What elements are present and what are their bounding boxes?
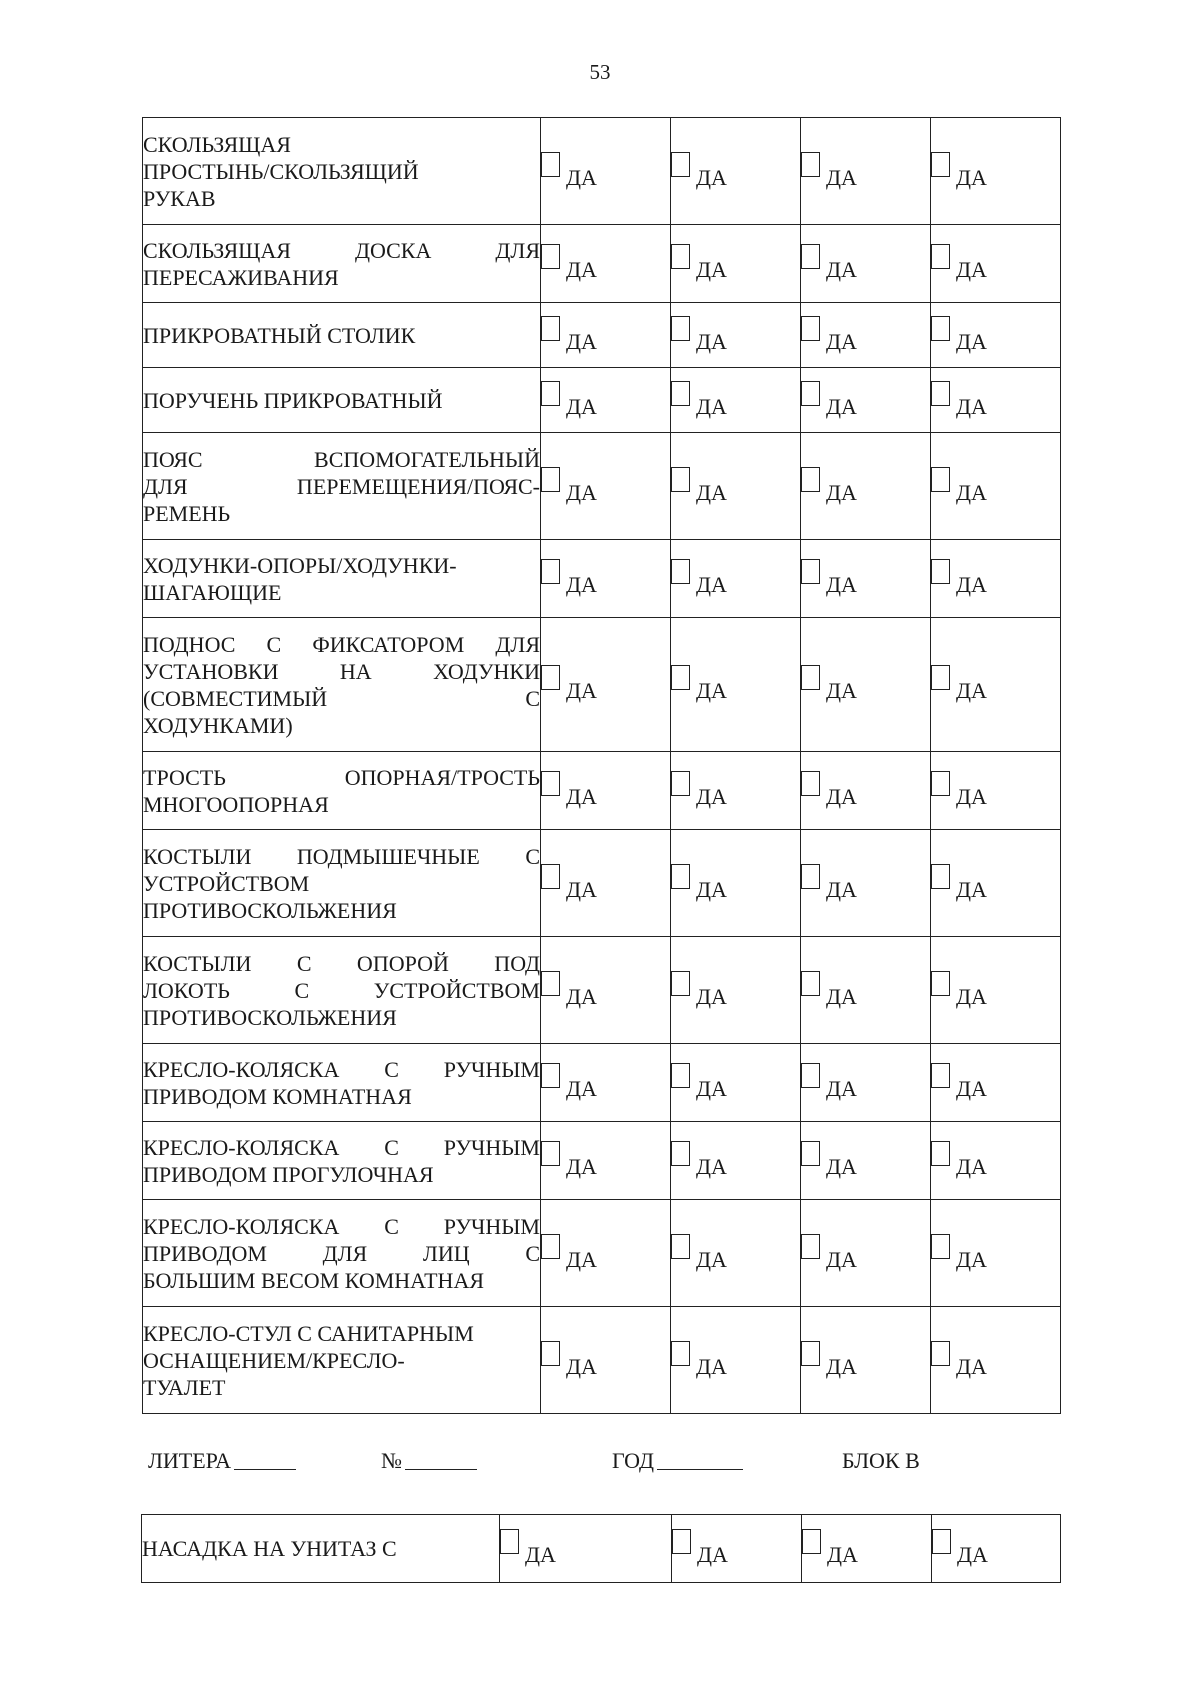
yes-label: ДА (566, 784, 597, 809)
yes-label: ДА (956, 1246, 987, 1272)
item-name-line: СКОЛЬЗЯЩАЯ (143, 131, 291, 157)
yes-checkbox[interactable] (671, 1063, 690, 1088)
yes-option-cell[interactable] (671, 303, 801, 368)
yes-checkbox[interactable] (541, 559, 560, 584)
yes-option-cell[interactable] (541, 1122, 671, 1200)
yes-label: ДА (826, 784, 857, 809)
yes-label: ДА (696, 678, 727, 703)
yes-checkbox[interactable] (931, 1063, 950, 1088)
yes-label: ДА (956, 983, 987, 1009)
yes-checkbox[interactable] (931, 665, 950, 690)
yes-label: ДА (826, 983, 857, 1009)
yes-option-cell[interactable] (801, 830, 931, 937)
yes-option-cell[interactable] (541, 118, 671, 225)
yes-checkbox[interactable] (801, 1141, 820, 1166)
yes-checkbox[interactable] (541, 665, 560, 690)
item-name-line: ОСНАЩЕНИЕМ/КРЕСЛО- (143, 1347, 405, 1373)
yes-label: ДА (957, 1542, 988, 1567)
item-name-line: ПРИКРОВАТНЫЙ СТОЛИК (143, 322, 416, 348)
litera-label: ЛИТЕРА (148, 1448, 231, 1473)
item-name-line: КОСТЫЛИ ПОДМЫШЕЧНЫЕ С (143, 843, 540, 869)
item-name-line: ПРОСТЫНЬ/СКОЛЬЗЯЩИЙ (143, 158, 419, 184)
table-row (143, 1044, 1061, 1122)
item-name (143, 1307, 541, 1414)
yes-label: ДА (956, 784, 987, 809)
yes-checkbox[interactable] (541, 771, 560, 796)
yes-checkbox[interactable] (541, 971, 560, 996)
item-name-line: МНОГООПОРНАЯ (143, 791, 329, 817)
item-name-line: ЛОКОТЬ С УСТРОЙСТВОМ (143, 977, 540, 1003)
yes-checkbox[interactable] (541, 1063, 560, 1088)
yes-checkbox[interactable] (801, 559, 820, 584)
yes-label: ДА (566, 1353, 597, 1379)
table-row (143, 368, 1061, 433)
item-name-line: ПРОТИВОСКОЛЬЖЕНИЯ (143, 897, 397, 923)
yes-option-cell[interactable] (931, 752, 1061, 830)
yes-label: ДА (826, 572, 857, 597)
item-name-line: ТУАЛЕТ (143, 1374, 226, 1400)
yes-label: ДА (826, 1154, 857, 1179)
yes-option-cell[interactable] (931, 368, 1061, 433)
block-meta-row (0, 1448, 1200, 1478)
yes-label: ДА (956, 479, 987, 505)
yes-option-cell[interactable] (500, 1515, 672, 1583)
yes-option-cell[interactable] (801, 618, 931, 752)
yes-option-cell[interactable] (671, 368, 801, 433)
item-name-line: КРЕСЛО-КОЛЯСКА С РУЧНЫМ (143, 1056, 540, 1082)
number-label: № (381, 1448, 402, 1473)
yes-option-cell[interactable] (932, 1515, 1061, 1583)
yes-checkbox[interactable] (931, 1234, 950, 1259)
yes-option-cell[interactable] (931, 1200, 1061, 1307)
block-label: БЛОК В (842, 1448, 920, 1473)
item-name-line: ПРИВОДОМ ПРОГУЛОЧНАЯ (143, 1161, 434, 1187)
yes-label: ДА (696, 328, 727, 354)
yes-option-cell[interactable] (931, 830, 1061, 937)
yes-checkbox[interactable] (671, 1141, 690, 1166)
yes-label: ДА (696, 393, 727, 419)
item-name-line: КОСТЫЛИ С ОПОРОЙ ПОД (143, 950, 540, 976)
item-name (143, 433, 541, 540)
yes-label: ДА (696, 164, 727, 190)
yes-label: ДА (956, 1353, 987, 1379)
yes-checkbox[interactable] (671, 665, 690, 690)
yes-checkbox[interactable] (931, 467, 950, 492)
yes-option-cell[interactable] (802, 1515, 932, 1583)
yes-label: ДА (696, 1154, 727, 1179)
yes-label: ДА (956, 164, 987, 190)
yes-label: ДА (566, 572, 597, 597)
yes-option-cell[interactable] (541, 937, 671, 1044)
yes-checkbox[interactable] (671, 559, 690, 584)
yes-label: ДА (956, 572, 987, 597)
table-row (143, 1122, 1061, 1200)
yes-label: ДА (696, 784, 727, 809)
yes-option-cell[interactable] (541, 1307, 671, 1414)
yes-option-cell[interactable] (671, 433, 801, 540)
yes-option-cell[interactable] (541, 1044, 671, 1122)
item-name (143, 225, 541, 303)
item-name-line: ДЛЯ ПЕРЕМЕЩЕНИЯ/ПОЯС- (143, 473, 540, 499)
yes-checkbox[interactable] (801, 1234, 820, 1259)
yes-label: ДА (956, 876, 987, 902)
yes-checkbox[interactable] (802, 1529, 821, 1554)
item-name-line: ШАГАЮЩИЕ (143, 579, 282, 605)
yes-checkbox[interactable] (671, 864, 690, 889)
yes-checkbox[interactable] (801, 771, 820, 796)
yes-label: ДА (826, 678, 857, 703)
yes-option-cell[interactable] (801, 368, 931, 433)
item-name-line: КРЕСЛО-КОЛЯСКА С РУЧНЫМ (143, 1213, 540, 1239)
yes-option-cell[interactable] (671, 752, 801, 830)
yes-label: ДА (566, 678, 597, 703)
item-name-line: РЕМЕНЬ (143, 500, 231, 526)
assistive-devices-table (142, 117, 1061, 1414)
year-field[interactable] (612, 1448, 743, 1474)
item-name-line: (СОВМЕСТИМЫЙ С (143, 685, 540, 711)
yes-option-cell[interactable] (801, 118, 931, 225)
yes-label: ДА (566, 257, 597, 282)
yes-option-cell[interactable] (801, 752, 931, 830)
yes-checkbox[interactable] (541, 467, 560, 492)
yes-label: ДА (826, 164, 857, 190)
yes-label: ДА (826, 1076, 857, 1101)
year-blank[interactable] (657, 1449, 743, 1470)
item-name (143, 752, 541, 830)
yes-option-cell[interactable] (801, 1044, 931, 1122)
yes-checkbox[interactable] (931, 244, 950, 269)
yes-checkbox[interactable] (541, 864, 560, 889)
item-name (143, 540, 541, 618)
item-name (143, 1044, 541, 1122)
table-row (143, 752, 1061, 830)
item-name (143, 830, 541, 937)
item-name-line: ТРОСТЬ ОПОРНАЯ/ТРОСТЬ (143, 764, 540, 790)
yes-checkbox[interactable] (931, 971, 950, 996)
yes-label: ДА (696, 1353, 727, 1379)
yes-checkbox[interactable] (500, 1529, 519, 1554)
page-number: 53 (589, 60, 611, 84)
yes-option-cell[interactable] (541, 303, 671, 368)
number-field[interactable] (381, 1448, 477, 1474)
yes-label: ДА (525, 1542, 556, 1567)
yes-checkbox[interactable] (931, 316, 950, 341)
yes-label: ДА (566, 1154, 597, 1179)
yes-option-cell[interactable] (671, 937, 801, 1044)
item-name-line: УСТРОЙСТВОМ (143, 870, 310, 896)
yes-label: ДА (826, 479, 857, 505)
table-row (143, 1307, 1061, 1414)
yes-option-cell[interactable] (931, 618, 1061, 752)
yes-checkbox[interactable] (931, 1141, 950, 1166)
yes-checkbox[interactable] (801, 971, 820, 996)
table-row (143, 618, 1061, 752)
yes-label: ДА (696, 572, 727, 597)
litera-field[interactable] (148, 1448, 296, 1474)
yes-label: ДА (696, 876, 727, 902)
item-name-line: ПЕРЕСАЖИВАНИЯ (143, 264, 339, 290)
yes-label: ДА (696, 983, 727, 1009)
yes-option-cell[interactable] (931, 225, 1061, 303)
yes-option-cell[interactable] (931, 433, 1061, 540)
yes-checkbox[interactable] (541, 316, 560, 341)
yes-checkbox[interactable] (671, 1234, 690, 1259)
year-label: ГОД (612, 1448, 654, 1473)
yes-label: ДА (826, 876, 857, 902)
yes-option-cell[interactable] (541, 368, 671, 433)
yes-label: ДА (826, 1353, 857, 1379)
yes-label: ДА (566, 328, 597, 354)
litera-blank[interactable] (234, 1449, 296, 1470)
yes-label: ДА (826, 393, 857, 419)
yes-label: ДА (566, 1246, 597, 1272)
item-name-line: ПОЯС ВСПОМОГАТЕЛЬНЫЙ (143, 446, 540, 472)
yes-label: ДА (566, 983, 597, 1009)
yes-label: ДА (956, 678, 987, 703)
yes-option-cell[interactable] (671, 118, 801, 225)
yes-option-cell[interactable] (931, 937, 1061, 1044)
yes-option-cell[interactable] (801, 937, 931, 1044)
yes-option-cell[interactable] (801, 540, 931, 618)
yes-label: ДА (696, 479, 727, 505)
yes-checkbox[interactable] (541, 1234, 560, 1259)
yes-option-cell[interactable] (671, 830, 801, 937)
yes-label: ДА (826, 328, 857, 354)
yes-checkbox[interactable] (671, 1341, 690, 1366)
yes-option-cell[interactable] (541, 225, 671, 303)
yes-checkbox[interactable] (801, 381, 820, 406)
yes-checkbox[interactable] (801, 864, 820, 889)
yes-checkbox[interactable] (932, 1529, 951, 1554)
yes-option-cell[interactable] (801, 433, 931, 540)
yes-checkbox[interactable] (801, 1063, 820, 1088)
yes-option-cell[interactable] (671, 1122, 801, 1200)
yes-checkbox[interactable] (541, 1341, 560, 1366)
yes-label: ДА (696, 257, 727, 282)
yes-option-cell[interactable] (541, 433, 671, 540)
yes-option-cell[interactable] (671, 225, 801, 303)
yes-label: ДА (566, 876, 597, 902)
yes-option-cell[interactable] (541, 1200, 671, 1307)
yes-option-cell[interactable] (541, 830, 671, 937)
yes-checkbox[interactable] (931, 381, 950, 406)
item-name (143, 618, 541, 752)
yes-label: ДА (697, 1542, 728, 1567)
yes-checkbox[interactable] (931, 771, 950, 796)
item-name (143, 1122, 541, 1200)
yes-checkbox[interactable] (671, 381, 690, 406)
yes-checkbox[interactable] (541, 1141, 560, 1166)
yes-checkbox[interactable] (801, 244, 820, 269)
item-name-line: СКОЛЬЗЯЩАЯ ДОСКА ДЛЯ (143, 237, 540, 263)
yes-checkbox[interactable] (671, 316, 690, 341)
table-row (143, 225, 1061, 303)
item-name (142, 1515, 500, 1583)
item-name-line: ПРОТИВОСКОЛЬЖЕНИЯ (143, 1004, 397, 1030)
item-name-line: КРЕСЛО-КОЛЯСКА С РУЧНЫМ (143, 1134, 540, 1160)
number-blank[interactable] (405, 1449, 477, 1470)
yes-checkbox[interactable] (671, 971, 690, 996)
yes-option-cell[interactable] (801, 225, 931, 303)
yes-option-cell[interactable] (671, 540, 801, 618)
yes-option-cell[interactable] (931, 1122, 1061, 1200)
item-name-line: НАСАДКА НА УНИТАЗ С (142, 1536, 397, 1561)
yes-option-cell[interactable] (801, 1200, 931, 1307)
yes-checkbox[interactable] (931, 1341, 950, 1366)
yes-checkbox[interactable] (801, 316, 820, 341)
item-name-line: ПРИВОДОМ ДЛЯ ЛИЦ С (143, 1240, 540, 1266)
yes-option-cell[interactable] (801, 303, 931, 368)
yes-checkbox[interactable] (671, 771, 690, 796)
item-name-line: ПОРУЧЕНЬ ПРИКРОВАТНЫЙ (143, 387, 443, 413)
yes-option-cell[interactable] (801, 1122, 931, 1200)
yes-option-cell[interactable] (931, 118, 1061, 225)
yes-option-cell[interactable] (931, 1044, 1061, 1122)
item-name-line: РУКАВ (143, 185, 216, 211)
yes-option-cell[interactable] (672, 1515, 802, 1583)
item-name-line: ХОДУНКИ-ОПОРЫ/ХОДУНКИ- (143, 552, 457, 578)
yes-checkbox[interactable] (931, 864, 950, 889)
table-row (143, 540, 1061, 618)
table-row (143, 937, 1061, 1044)
yes-option-cell[interactable] (671, 618, 801, 752)
yes-option-cell[interactable] (671, 1044, 801, 1122)
yes-checkbox[interactable] (931, 559, 950, 584)
yes-label: ДА (826, 1246, 857, 1272)
item-name-line: ХОДУНКАМИ) (143, 712, 293, 738)
yes-option-cell[interactable] (931, 1307, 1061, 1414)
item-name (143, 368, 541, 433)
table-row (142, 1515, 1061, 1583)
yes-checkbox[interactable] (541, 381, 560, 406)
table-row (143, 433, 1061, 540)
yes-label: ДА (827, 1542, 858, 1567)
yes-label: ДА (956, 1076, 987, 1101)
yes-option-cell[interactable] (671, 1307, 801, 1414)
item-name-line: ПРИВОДОМ КОМНАТНАЯ (143, 1083, 412, 1109)
yes-checkbox[interactable] (671, 152, 690, 177)
yes-checkbox[interactable] (801, 152, 820, 177)
yes-label: ДА (956, 328, 987, 354)
yes-label: ДА (566, 393, 597, 419)
yes-checkbox[interactable] (801, 665, 820, 690)
yes-checkbox[interactable] (541, 152, 560, 177)
item-name (143, 937, 541, 1044)
yes-label: ДА (826, 257, 857, 282)
yes-checkbox[interactable] (931, 152, 950, 177)
yes-checkbox[interactable] (671, 244, 690, 269)
yes-option-cell[interactable] (541, 540, 671, 618)
item-name-line: ПОДНОС С ФИКСАТОРОМ ДЛЯ (143, 631, 540, 657)
yes-checkbox[interactable] (671, 467, 690, 492)
yes-checkbox[interactable] (801, 467, 820, 492)
yes-checkbox[interactable] (541, 244, 560, 269)
yes-checkbox[interactable] (672, 1529, 691, 1554)
yes-label: ДА (956, 393, 987, 419)
yes-checkbox[interactable] (801, 1341, 820, 1366)
item-name (143, 1200, 541, 1307)
table-row (143, 830, 1061, 937)
item-name-line: УСТАНОВКИ НА ХОДУНКИ (143, 658, 540, 684)
yes-option-cell[interactable] (801, 1307, 931, 1414)
yes-option-cell[interactable] (541, 618, 671, 752)
item-name-line: БОЛЬШИМ ВЕСОМ КОМНАТНАЯ (143, 1267, 485, 1293)
item-name (143, 118, 541, 225)
yes-label: ДА (956, 1154, 987, 1179)
item-name (143, 303, 541, 368)
table-row (143, 118, 1061, 225)
yes-option-cell[interactable] (931, 540, 1061, 618)
yes-label: ДА (566, 479, 597, 505)
block-b-table (141, 1514, 1061, 1583)
yes-label: ДА (566, 164, 597, 190)
yes-label: ДА (696, 1076, 727, 1101)
yes-option-cell[interactable] (671, 1200, 801, 1307)
table-row (143, 303, 1061, 368)
yes-option-cell[interactable] (931, 303, 1061, 368)
yes-label: ДА (566, 1076, 597, 1101)
yes-option-cell[interactable] (541, 752, 671, 830)
yes-label: ДА (696, 1246, 727, 1272)
yes-label: ДА (956, 257, 987, 282)
table-row (143, 1200, 1061, 1307)
item-name-line: КРЕСЛО-СТУЛ С САНИТАРНЫМ (143, 1320, 474, 1346)
